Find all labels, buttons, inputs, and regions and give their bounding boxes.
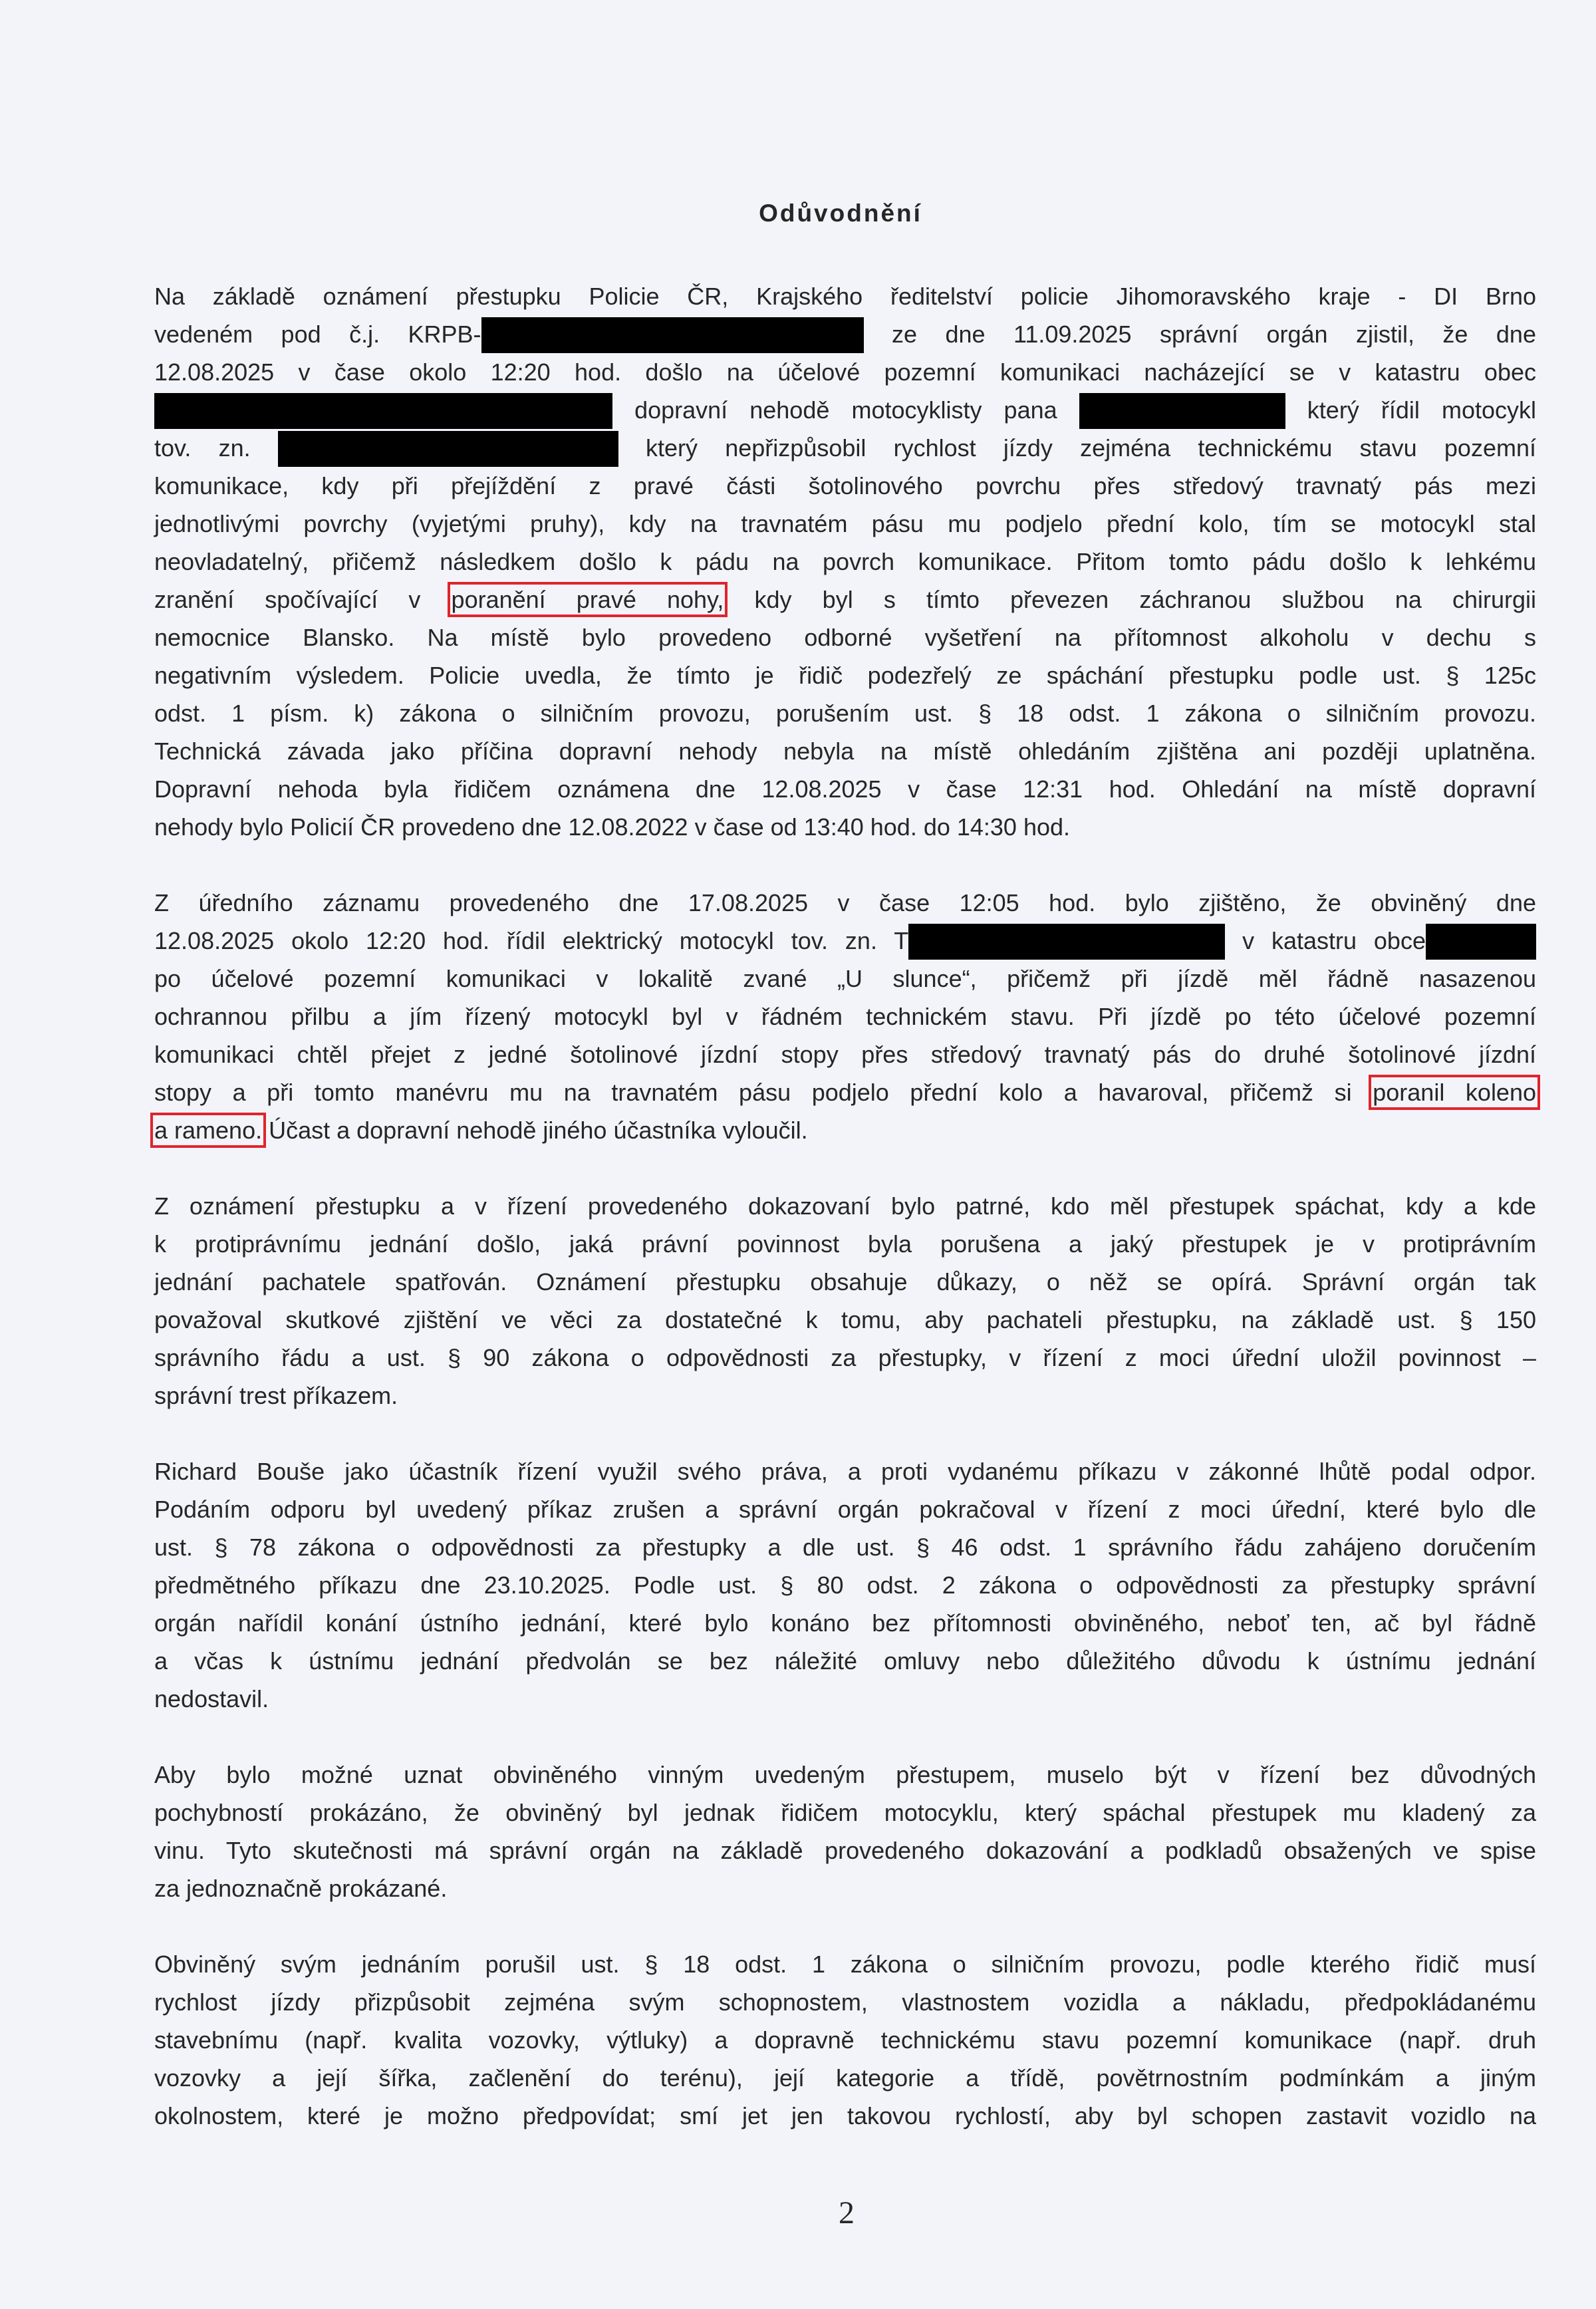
text-line (154, 2059, 1536, 2097)
text-segment: správní trest příkazem. (154, 1382, 398, 1409)
text-segment: Obviněný svým jednáním porušil ust. § 18 odst. 1 zákona o silničním provozu, podle kterého řidič musí (154, 1951, 1536, 1978)
text-line (154, 998, 1536, 1035)
text-line (154, 277, 1536, 315)
text-segment: předmětného příkazu dne 23.10.2025. Podle ust. § 80 odst. 2 zákona o odpovědnosti za přestupky správní (154, 1571, 1536, 1599)
text-line (154, 770, 1536, 808)
text-segment: tov. zn. (154, 434, 278, 462)
text-line (154, 732, 1536, 770)
text-segment: 12.08.2025 v čase okolo 12:20 hod. došlo na účelové pozemní komunikaci nacházející se v katastru obec (154, 358, 1536, 386)
text-segment: jednotlivými povrchy (vyjetými pruhy), kdy na travnatém pásu mu podjelo přední kolo, tím se motocykl stal (154, 510, 1536, 537)
text-line (154, 543, 1536, 581)
text-segment: pochybností prokázáno, že obviněný byl jednak řidičem motocyklu, který spáchal přestupek mu kladený za (154, 1799, 1536, 1826)
text-segment: odst. 1 písm. k) zákona o silničním provozu, porušením ust. § 18 odst. 1 zákona o silničním provozu. (154, 700, 1536, 727)
text-line (154, 1756, 1536, 1794)
text-line (154, 1073, 1536, 1111)
text-line (154, 922, 1536, 960)
text-segment: orgán nařídil konání ústního jednání, které bylo konáno bez přítomnosti obviněného, neboť ten, ač byl řádně (154, 1609, 1536, 1637)
text-line (154, 2021, 1536, 2059)
text-line (154, 1035, 1536, 1073)
text-line (154, 1187, 1536, 1225)
text-line (154, 2097, 1536, 2135)
text-line (154, 884, 1536, 922)
text-segment: Dopravní nehoda byla řidičem oznámena dne 12.08.2025 v čase 12:31 hod. Ohledání na místě dopravní (154, 775, 1536, 803)
text-segment: neovladatelný, přičemž následkem došlo k pádu na povrch komunikace. Přitom tomto pádu došlo k lehkému (154, 548, 1536, 575)
text-segment: rychlost jízdy přizpůsobit zejména svým schopnostem, vlastnostem vozidla a nákladu, předpokládanému (154, 1988, 1536, 2016)
text-line (154, 315, 1536, 353)
text-segment: Technická závada jako příčina dopravní nehody nebyla na místě ohledáním zjištěna ani později uplatněna. (154, 738, 1536, 765)
text-line (154, 1832, 1536, 1869)
text-line (154, 467, 1536, 505)
text-segment: Z oznámení přestupku a v řízení provedeného dokazovaní bylo patrné, kdo měl přestupek spáchat, kdy a kde (154, 1192, 1536, 1220)
text-segment: 12.08.2025 okolo 12:20 hod. řídil elektrický motocykl tov. zn. T (154, 927, 909, 954)
paragraph (154, 1187, 1536, 1415)
text-segment: který řídil motocykl (1285, 396, 1536, 424)
text-line (154, 505, 1536, 543)
text-segment: Účast a dopravní nehodě jiného účastníka vyloučil. (262, 1117, 808, 1144)
text-segment: stavebnímu (např. kvalita vozovky, výtluky) a dopravně technickému stavu pozemní komunikace (např. druh (154, 2026, 1536, 2054)
text-segment: negativním výsledem. Policie uvedla, že tímto je řidič podezřelý ze spáchání přestupku podle ust. § 125c (154, 662, 1536, 689)
text-line (154, 808, 1536, 846)
text-segment: okolnostem, které je možno předpovídat; smí jet jen takovou rychlostí, aby byl schopen zastavit vozidlo na (154, 2102, 1536, 2129)
text-line (154, 581, 1536, 618)
text-segment: ochrannou přilbu a jím řízený motocykl byl v řádném technickém stavu. Při jízdě po této účelové pozemní (154, 1003, 1536, 1030)
text-line (154, 1225, 1536, 1263)
highlighted-text: a rameno. (154, 1117, 263, 1144)
text-segment: Richard Bouše jako účastník řízení využil svého práva, a proti vydanému příkazu v zákonné lhůtě podal odpor. (154, 1458, 1536, 1485)
text-segment: v katastru obce (1225, 927, 1426, 954)
text-line (154, 1339, 1536, 1377)
text-segment: nedostavil. (154, 1685, 269, 1712)
text-segment: po účelové pozemní komunikaci v lokalitě zvané „U slunce“, přičemž při jízdě měl řádně nasazenou (154, 965, 1536, 992)
page-number: 2 (839, 2195, 855, 2231)
redaction-box (481, 317, 864, 353)
text-segment: nemocnice Blansko. Na místě bylo provedeno odborné vyšetření na přítomnost alkoholu v dechu s (154, 624, 1536, 651)
text-segment: a včas k ústnímu jednání předvolán se bez náležité omluvy nebo důležitého důvodu k ústnímu jednání (154, 1647, 1536, 1675)
text-segment: který nepřizpůsobil rychlost jízdy zejména technickému stavu pozemní (618, 434, 1536, 462)
text-line (154, 429, 1536, 467)
text-segment: k protiprávnímu jednání došlo, jaká právní povinnost byla porušena a jaký přestupek je v protiprávním (154, 1230, 1536, 1258)
paragraph (154, 1945, 1536, 2135)
text-segment: kdy byl s tímto převezen záchranou službou na chirurgii (724, 586, 1537, 613)
text-segment: jednání pachatele spatřován. Oznámení přestupku obsahuje důkazy, o něž se opírá. Správní orgán tak (154, 1268, 1536, 1295)
highlighted-text: poranil koleno (1373, 1079, 1536, 1106)
paragraph (154, 1452, 1536, 1718)
text-line (154, 1111, 1536, 1149)
text-segment: dopravní nehodě motocyklisty pana (612, 396, 1079, 424)
text-line (154, 656, 1536, 694)
redaction-box (278, 431, 618, 467)
paragraph (154, 884, 1536, 1149)
text-segment: ze dne 11.09.2025 správní orgán zjistil, že dne (863, 321, 1536, 348)
text-line (154, 1301, 1536, 1339)
text-segment: vozovky a její šířka, začlenění do terénu), její kategorie a třídě, povětrnostním podmínkám a jiným (154, 2064, 1536, 2092)
text-segment: komunikace, kdy při přejíždění z pravé části šotolinového povrchu přes středový travnatý pás mezi (154, 472, 1536, 499)
text-segment: považoval skutkové zjištění ve věci za dostatečné k tomu, aby pachateli přestupku, na základě ust. § 150 (154, 1306, 1536, 1333)
text-segment: ust. § 78 zákona o odpovědnosti za přestupky a dle ust. § 46 odst. 1 správního řádu zahájeno doručením (154, 1534, 1536, 1561)
text-line (154, 1377, 1536, 1415)
text-segment: Z úředního záznamu provedeného dne 17.08.2025 v čase 12:05 hod. bylo zjištěno, že obviněný dne (154, 889, 1536, 916)
paragraph (154, 277, 1536, 846)
text-line (154, 353, 1536, 391)
text-line (154, 960, 1536, 998)
text-line (154, 1263, 1536, 1301)
text-segment: vinu. Tyto skutečnosti má správní orgán na základě provedeného dokazování a podkladů obsažených ve spise (154, 1837, 1536, 1864)
redaction-box (1079, 393, 1285, 429)
text-line (154, 618, 1536, 656)
text-line (154, 391, 1536, 429)
text-segment: Na základě oznámení přestupku Policie ČR, Krajského ředitelství policie Jihomoravského kraje - DI Brno (154, 283, 1536, 310)
text-line (154, 1566, 1536, 1604)
text-line (154, 1604, 1536, 1642)
text-line (154, 1642, 1536, 1680)
document-body (154, 277, 1536, 2173)
text-line (154, 1452, 1536, 1490)
text-line (154, 1869, 1536, 1907)
text-segment: vedeném pod č.j. KRPB- (154, 321, 481, 348)
section-title: Odůvodnění (759, 200, 922, 227)
text-line (154, 694, 1536, 732)
paragraph (154, 1756, 1536, 1907)
redaction-box (1426, 924, 1536, 960)
text-segment: zranění spočívající v (154, 586, 452, 613)
text-segment: Podáním odporu byl uvedený příkaz zrušen a správní orgán pokračoval v řízení z moci úřední, které bylo dle (154, 1496, 1536, 1523)
redaction-box (908, 924, 1225, 960)
text-segment: za jednoznačně prokázané. (154, 1875, 448, 1902)
text-segment: správního řádu a ust. § 90 zákona o odpovědnosti za přestupky, v řízení z moci úřední uložil povinnost – (154, 1344, 1536, 1371)
text-line (154, 1490, 1536, 1528)
text-line (154, 1945, 1536, 1983)
text-line (154, 1983, 1536, 2021)
text-line (154, 1794, 1536, 1832)
text-segment: nehody bylo Policií ČR provedeno dne 12.08.2022 v čase od 13:40 hod. do 14:30 hod. (154, 813, 1071, 841)
text-line (154, 1680, 1536, 1718)
text-line (154, 1528, 1536, 1566)
highlighted-text: poranění pravé nohy, (451, 586, 724, 613)
redaction-box (154, 393, 612, 429)
text-segment: komunikaci chtěl přejet z jedné šotolinové jízdní stopy přes středový travnatý pás do druhé šotolinové jízdní (154, 1041, 1536, 1068)
text-segment: stopy a při tomto manévru mu na travnatém pásu podjelo přední kolo a havaroval, přičemž si (154, 1079, 1373, 1106)
text-segment: Aby bylo možné uznat obviněného vinným uvedeným přestupem, muselo být v řízení bez důvodných (154, 1761, 1536, 1788)
